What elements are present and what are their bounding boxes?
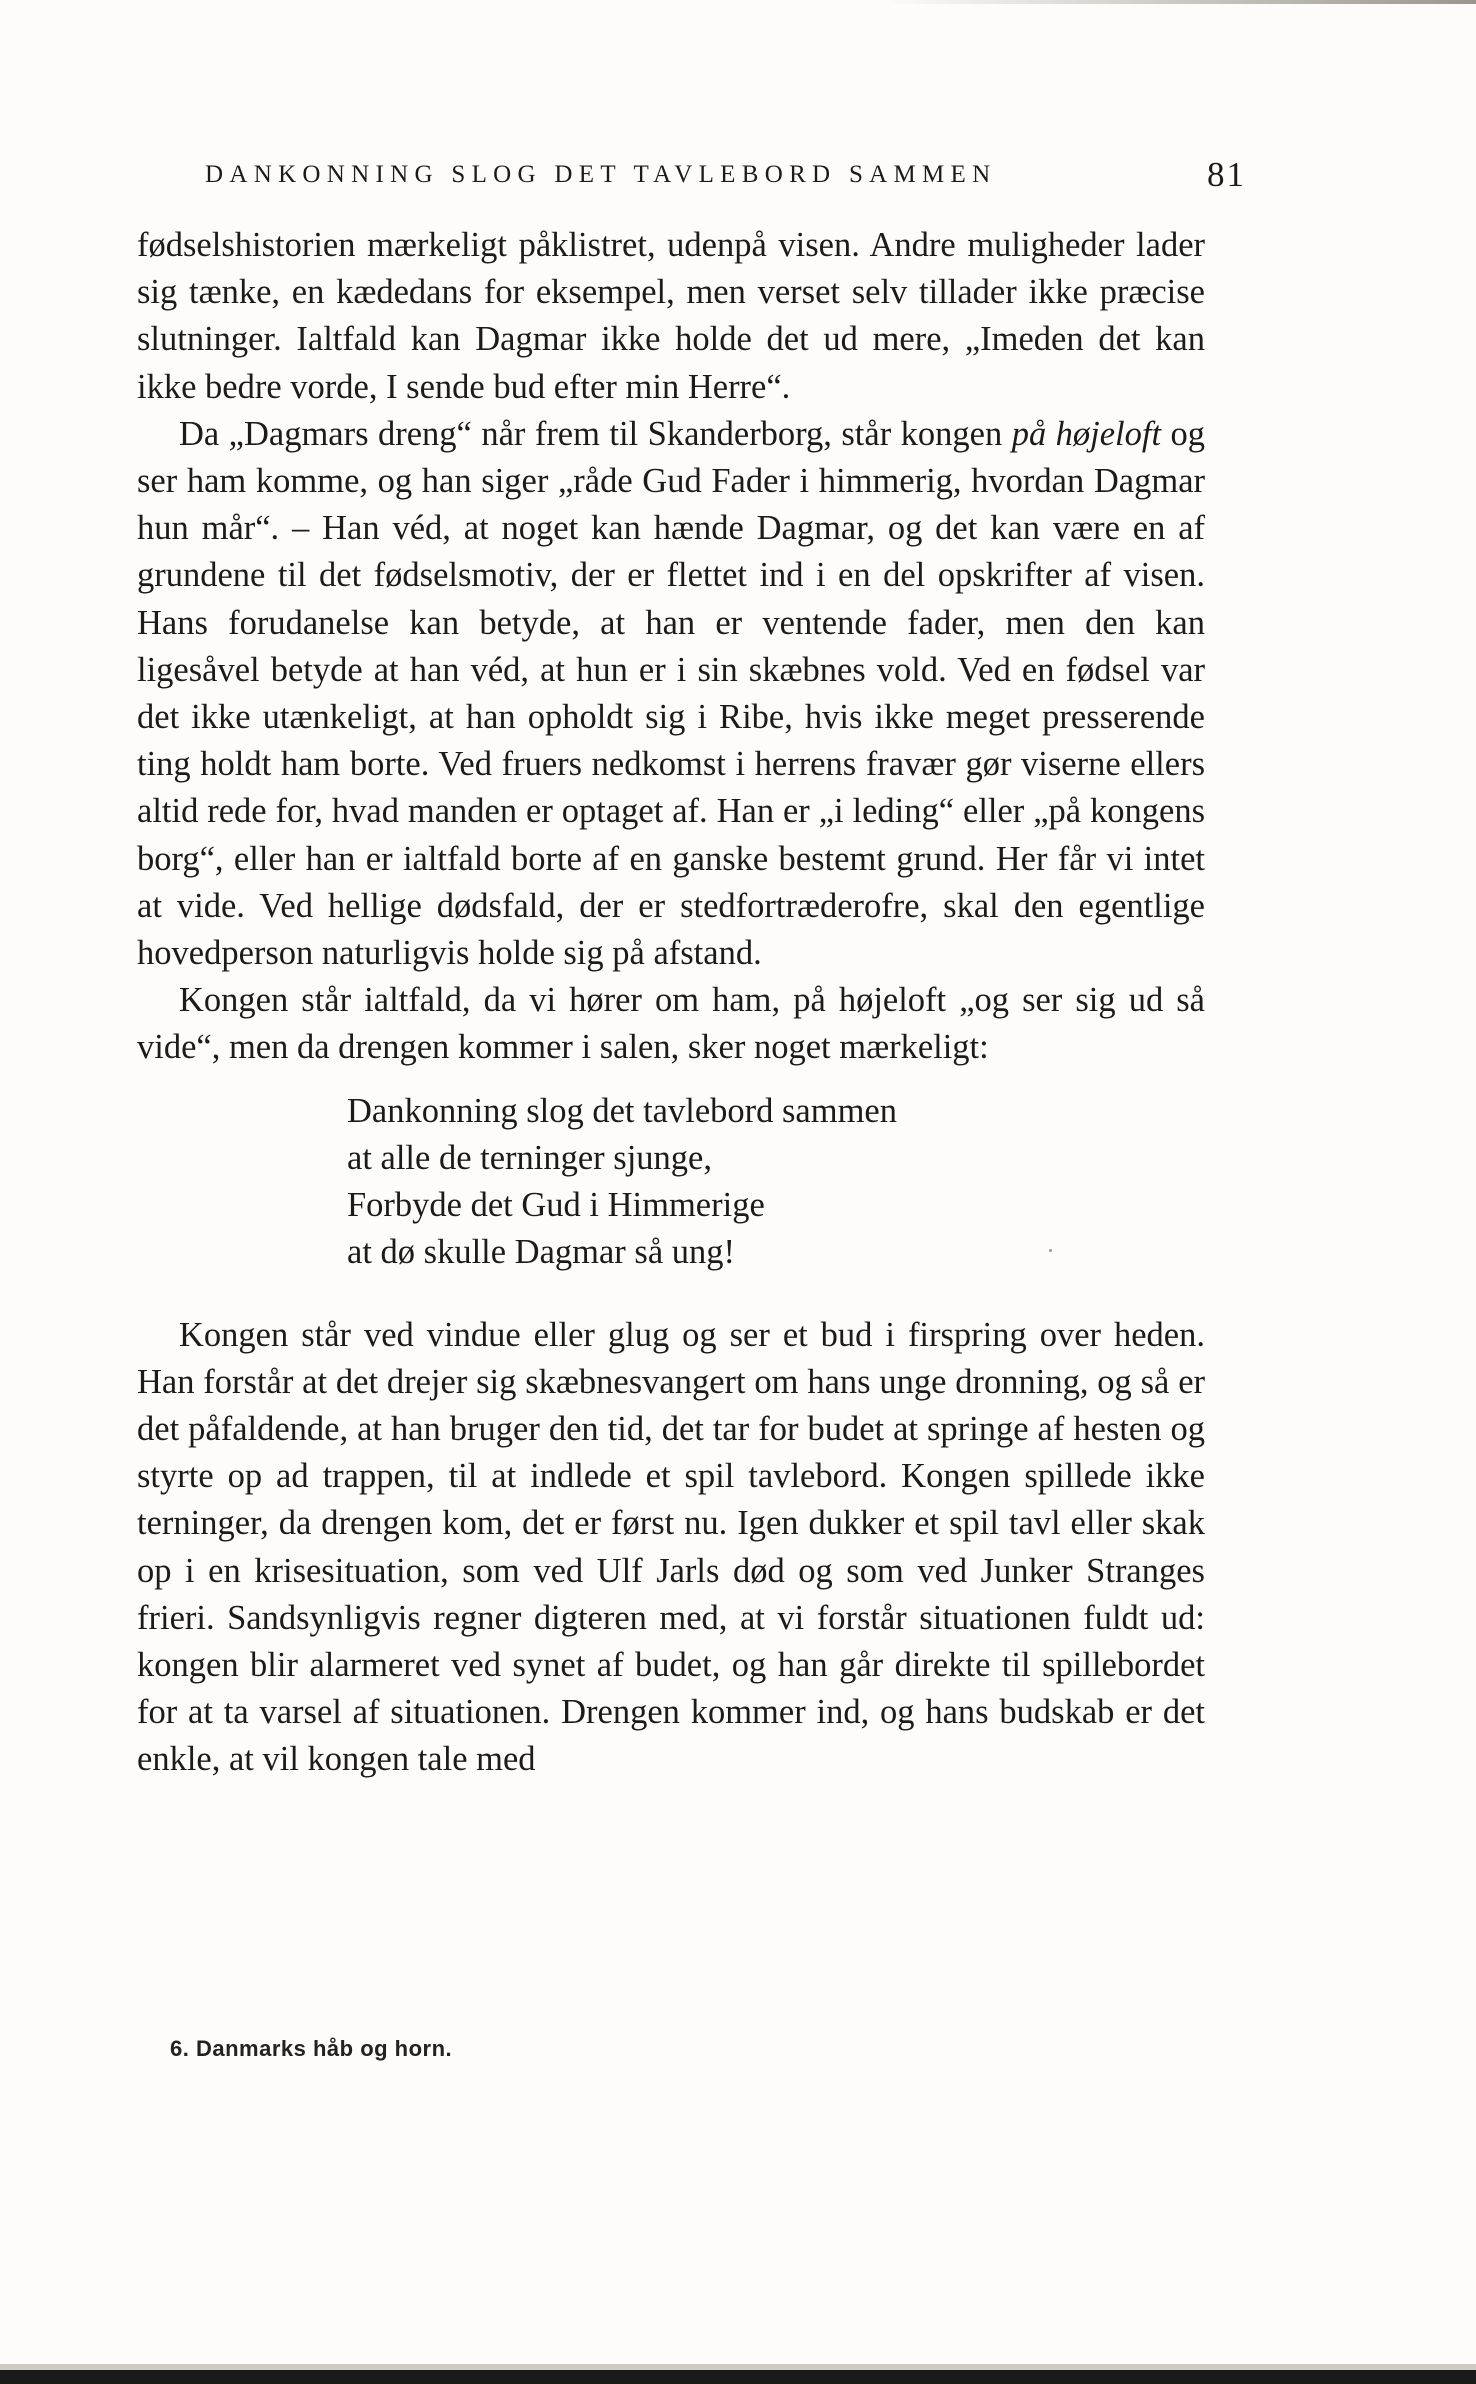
page-number: 81 — [1207, 155, 1246, 194]
paragraph-1 — [137, 222, 1205, 411]
verse-line: at dø skulle Dagmar så ung! — [347, 1232, 736, 1271]
signature-footnote: 6. Danmarks håb og horn. — [170, 2036, 453, 2061]
verse-line: Forbyde det Gud i Himmerige — [347, 1185, 765, 1224]
paragraph-2 — [137, 411, 1205, 977]
running-head: DANKONNING SLOG DET TAVLEBORD SAMMEN — [205, 161, 997, 188]
paragraph-3 — [137, 977, 1205, 1071]
paragraph-1-text: fødselshistorien mærkeligt påklistret, udenpå visen. Andre muligheder lader sig tænke, en kædedans for eksempel, men verset selv tillader ikke præcise slutninger. Ialtfald kan Dagmar ikke holde det ud mere, „Imeden det kan ikke bedre vorde, I sende bud efter min Herre“. — [137, 226, 1205, 406]
paragraph-3-text: Kongen står ialtfald, da vi hører om ham, på højeloft „og ser sig ud så vide“, men da drengen kommer i salen, sker noget mærkeligt: — [137, 981, 1205, 1067]
paper-speck — [1049, 1249, 1052, 1252]
verse-line: at alle de terninger sjunge, — [347, 1138, 712, 1177]
page-top-edge — [0, 0, 1476, 4]
verse-line: Dankonning slog det tavlebord sammen — [347, 1091, 897, 1130]
page-bottom-edge — [0, 2370, 1476, 2384]
paragraph-4 — [137, 1312, 1205, 1784]
paragraph-2-text-b: og ser ham komme, og han siger „råde Gud Fader i himmerig, hvordan Dagmar hun mår“. – Han véd, at noget kan hænde Dagmar, og det kan være en af grundene til det fødselsmotiv, der er flettet ind i en del opskrifter af visen. Hans forudanelse kan betyde, at han er ventende fader, men den kan ligesåvel betyde at han véd, at hun er i sin skæbnes vold. Ved en fødsel var det ikke utænkeligt, at han opholdt sig i Ribe, hvis ikke meget presserende ting holdt ham borte. Ved fruers nedkomst i herrens fravær gør viserne ellers altid rede for, hvad manden er optaget af. Han er „i leding“ eller „på kongens borg“, eller han er ialtfald borte af en ganske bestemt grund. Her får vi intet at vide. Ved hellige dødsfald, der er stedfortræderofre, skal den egentlige hovedperson naturligvis holde sig på afstand. — [137, 414, 1206, 973]
verse-quotation — [347, 1088, 1205, 1276]
paragraph-4-text: Kongen står ved vindue eller glug og ser et bud i firspring over heden. Han forstår at det drejer sig skæbnesvangert om hans unge dronning, og så er det påfaldende, at han bruger den tid, det tar for budet at springe af hesten og styrte op ad trappen, til at indlede et spil tavlebord. Kongen spillede ikke terninger, da drengen kom, det er først nu. Igen dukker et spil tavl eller skak op i en krisesituation, som ved Ulf Jarls død og som ved Junker Stranges frieri. Sandsynligvis regner digteren med, at vi forstår situationen fuldt ud: kongen blir alarmeret ved synet af budet, og han går direkte til spillebordet for at ta varsel af situationen. Drengen kommer ind, og hans budskab er det enkle, at vil kongen tale med — [137, 1315, 1205, 1779]
paragraph-2-text-a: Da „Dagmars dreng“ når frem til Skanderborg, står kongen — [179, 414, 1012, 453]
body-text — [137, 222, 1205, 1784]
italic-phrase: på højeloft — [1011, 414, 1162, 453]
